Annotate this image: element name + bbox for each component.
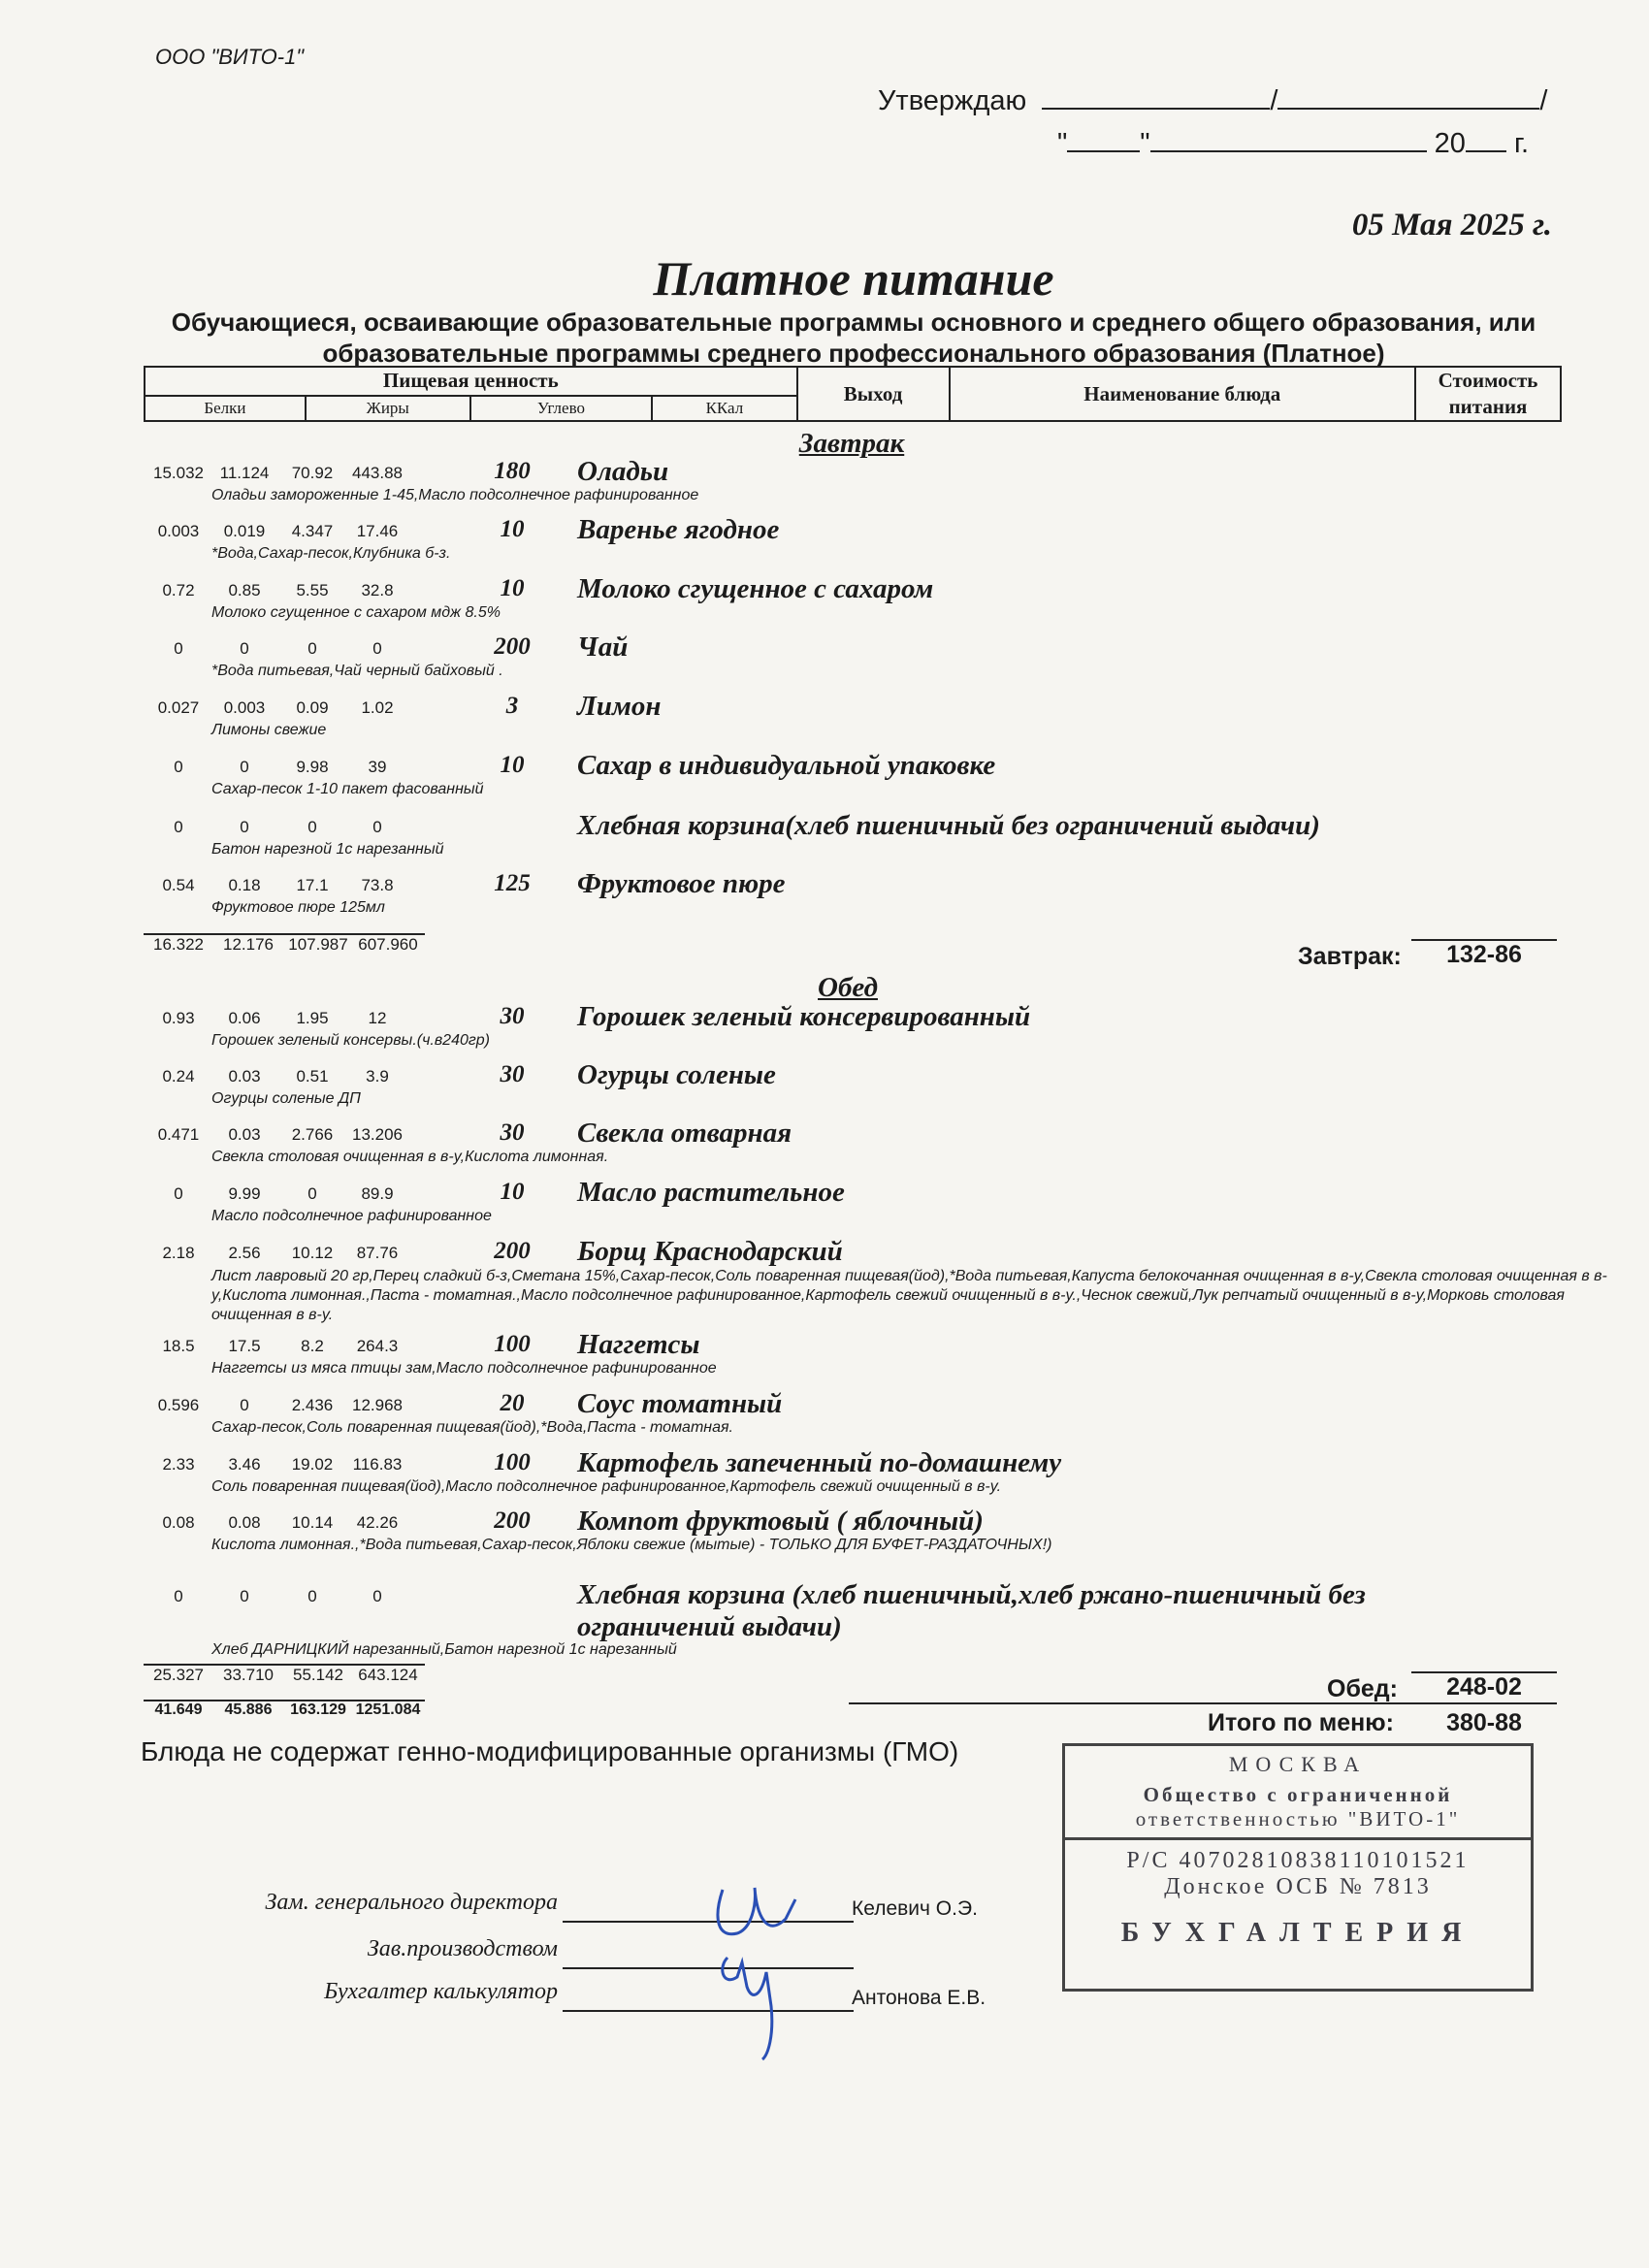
kcal-value: 12 <box>368 1009 387 1027</box>
header-carbs: Углево <box>470 396 653 421</box>
fat-value: 0 <box>240 639 249 658</box>
nutrition-values <box>144 1513 425 1535</box>
dish-ingredients: Горошек зеленый консервы.(ч.в240гр) <box>211 1032 490 1049</box>
output-value: 200 <box>494 1507 531 1534</box>
fat-value: 0.03 <box>228 1067 261 1085</box>
header-fat: Жиры <box>306 396 470 421</box>
protein-value: 0.596 <box>157 1396 200 1414</box>
protein-value: 0.24 <box>162 1067 195 1085</box>
output-value: 10 <box>500 575 525 601</box>
protein-value: 0 <box>174 818 183 836</box>
protein-value: 0.72 <box>162 581 195 599</box>
protein-value: 0.93 <box>162 1009 195 1027</box>
carbs-value: 70.92 <box>291 464 334 482</box>
accountant-name: Антонова Е.В. <box>852 1987 986 2009</box>
dish-name: Наггетсы <box>577 1329 700 1360</box>
output-value: 200 <box>494 1238 531 1264</box>
nutrition-values <box>144 818 425 839</box>
dish-ingredients: Сахар-песок 1-10 пакет фасованный <box>211 781 484 797</box>
total-kcal: 607.960 <box>358 935 418 954</box>
protein-value: 0.471 <box>157 1125 200 1144</box>
carbs-value: 8.2 <box>301 1337 324 1355</box>
dish-name: Картофель запеченный по-домашнему <box>577 1447 1062 1478</box>
kcal-value: 42.26 <box>356 1513 399 1532</box>
gmo-note: Блюда не содержат генно-модифицированные организмы (ГМО) <box>141 1736 959 1766</box>
header-nutrition: Пищевая ценность <box>145 367 797 396</box>
approve-label: Утверждаю <box>878 85 1027 116</box>
carbs-value: 2.436 <box>291 1396 334 1414</box>
nutrition-values <box>144 698 425 720</box>
header-output: Выход <box>797 367 950 421</box>
fat-value: 9.99 <box>228 1184 261 1203</box>
section-breakfast-title: Завтрак <box>798 428 905 459</box>
protein-value: 2.18 <box>162 1244 195 1262</box>
dish-ingredients: Лимоны свежие <box>211 722 327 738</box>
dish-ingredients: Кислота лимонная.,*Вода питьевая,Сахар-песок,Яблоки свежие (мытые) - ТОЛЬКО ДЛЯ БУФЕТ-РАЗДАТОЧНЫХ!) <box>211 1537 1052 1553</box>
stamp-city: МОСКВА <box>1228 1752 1368 1776</box>
carbs-value: 17.1 <box>296 876 329 894</box>
nutrition-values <box>144 464 425 485</box>
production-label: Зав.производством <box>367 1936 558 1961</box>
total-fat: 12.176 <box>223 935 274 954</box>
carbs-value: 0 <box>307 639 317 658</box>
output-value: 20 <box>500 1390 525 1416</box>
nutrition-values <box>144 1396 425 1417</box>
dish-name: Масло растительное <box>577 1177 845 1208</box>
stamp-bank: Донское ОСБ № 7813 <box>1164 1874 1432 1899</box>
carbs-value: 5.55 <box>296 581 329 599</box>
protein-value: 0.027 <box>157 698 200 717</box>
output-value: 30 <box>500 1003 525 1029</box>
total-carbs: 107.987 <box>288 935 348 954</box>
dish-ingredients: Свекла столовая очищенная в в-у,Кислота лимонная. <box>211 1149 609 1165</box>
kcal-value: 87.76 <box>356 1244 399 1262</box>
dish-ingredients: *Вода питьевая,Чай черный байховый . <box>211 663 503 679</box>
output-value: 100 <box>494 1449 531 1475</box>
dish-ingredients: *Вода,Сахар-песок,Клубника б-з. <box>211 545 451 562</box>
output-value: 200 <box>494 633 531 660</box>
nutrition-values <box>144 1125 425 1147</box>
company-stamp <box>1062 1743 1534 1992</box>
nutrition-values <box>144 876 425 897</box>
dish-ingredients: Соль поваренная пищевая(йод),Масло подсолнечное рафинированное,Картофель свежий очищенный в в-у. <box>211 1478 1002 1495</box>
kcal-value: 13.206 <box>352 1125 403 1144</box>
menu-date: 05 Мая 2025 г. <box>1351 208 1552 243</box>
carbs-value: 19.02 <box>291 1455 334 1474</box>
dish-ingredients: Оладьи замороженные 1-45,Масло подсолнечное рафинированное <box>211 487 699 503</box>
total-protein: 16.322 <box>153 935 204 954</box>
dish-name: Свекла отварная <box>577 1118 792 1149</box>
section-lunch-title: Обед <box>818 972 878 1003</box>
nutrition-values <box>144 1337 425 1358</box>
protein-value: 0.003 <box>157 522 200 540</box>
protein-value: 0 <box>174 639 183 658</box>
breakfast-sum-label: Завтрак: <box>1298 943 1402 970</box>
dish-ingredients: Лист лавровый 20 гр,Перец сладкий б-з,Сметана 15%,Сахар-песок,Соль поваренная пищевая(йод),*Вода питьевая,Капуста белокочанная очищенная в в-у,Свекла столовая очищенная в в-у,Кислота лимонная.,Паста - томатная.,Масло подсолнечное рафинированное,Картофель свежий очищенный в в-у.,Чеснок свежий,Лук репчатый очищенный в в-у,Морковь столовая очищенная в в-у. <box>211 1268 1607 1323</box>
dish-ingredients: Молоко сгущенное с сахаром мдж 8.5% <box>211 604 501 621</box>
output-value: 10 <box>500 516 525 542</box>
kcal-value: 3.9 <box>366 1067 389 1085</box>
fat-value: 0.18 <box>228 876 261 894</box>
protein-value: 0.54 <box>162 876 195 894</box>
approve-year-prefix: 20 <box>1434 128 1466 159</box>
organization-name: ООО "ВИТО-1" <box>155 45 305 69</box>
dish-name: Соус томатный <box>577 1388 783 1419</box>
handwritten-signature <box>698 1861 815 2074</box>
fat-value: 0.06 <box>228 1009 261 1027</box>
protein-value: 0 <box>174 758 183 776</box>
kcal-value: 1.02 <box>361 698 394 717</box>
dish-name: Горошек зеленый консервированный <box>577 1001 1031 1032</box>
nutrition-values <box>144 1184 425 1206</box>
dish-ingredients: Сахар-песок,Соль поваренная пищевая(йод),*Вода,Паста - томатная. <box>211 1419 733 1436</box>
dish-name: Лимон <box>577 691 662 722</box>
fat-value: 0 <box>240 758 249 776</box>
carbs-value: 0 <box>307 1587 317 1605</box>
header-cost: Стоимость питания <box>1415 367 1561 421</box>
nutrition-values <box>144 1587 425 1608</box>
carbs-value: 0.51 <box>296 1067 329 1085</box>
nutrition-values <box>144 581 425 602</box>
menu-total-label: Итого по меню: <box>1208 1709 1394 1736</box>
kcal-value: 89.9 <box>361 1184 394 1203</box>
carbs-value: 0 <box>307 818 317 836</box>
approve-date-line: " " 20 г. <box>1057 128 1530 159</box>
stamp-line1: Общество с ограниченной <box>1143 1783 1453 1806</box>
header-protein: Белки <box>145 396 306 421</box>
nutrition-values <box>144 758 425 779</box>
grand-carbs: 163.129 <box>290 1701 346 1718</box>
dish-ingredients: Наггетсы из мяса птицы зам,Масло подсолнечное рафинированное <box>211 1360 717 1377</box>
protein-value: 15.032 <box>153 464 204 482</box>
grand-totals <box>144 1700 425 1719</box>
nutrition-values <box>144 522 425 543</box>
dish-ingredients: Батон нарезной 1с нарезанный <box>211 841 444 858</box>
breakfast-totals <box>144 933 425 955</box>
deputy-name: Келевич О.Э. <box>852 1897 978 1920</box>
kcal-value: 39 <box>368 758 387 776</box>
carbs-value: 9.98 <box>296 758 329 776</box>
carbs-value: 0.09 <box>296 698 329 717</box>
kcal-value: 17.46 <box>356 522 399 540</box>
output-value: 180 <box>494 458 531 484</box>
header-dish-name: Наименование блюда <box>950 367 1415 421</box>
stamp-account: Р/С 40702810838110101521 <box>1126 1848 1470 1873</box>
dish-name: Хлебная корзина (хлеб пшеничный,хлеб ржано-пшеничный без ограничений выдачи) <box>577 1579 1366 1642</box>
protein-value: 0.08 <box>162 1513 195 1532</box>
output-value: 30 <box>500 1061 525 1087</box>
lunch-sum-value: 248-02 <box>1411 1671 1557 1701</box>
table-header <box>144 366 1562 422</box>
fat-value: 17.5 <box>228 1337 261 1355</box>
output-value: 30 <box>500 1119 525 1146</box>
dish-name: Чай <box>577 632 629 663</box>
fat-value: 3.46 <box>228 1455 261 1474</box>
kcal-value: 443.88 <box>352 464 403 482</box>
fat-value: 0.85 <box>228 581 261 599</box>
stamp-dept: БУХГАЛТЕРИЯ <box>1120 1918 1475 1948</box>
kcal-value: 0 <box>372 1587 382 1605</box>
dish-ingredients: Масло подсолнечное рафинированное <box>211 1208 492 1224</box>
breakfast-sum-value: 132-86 <box>1411 939 1557 969</box>
carbs-value: 10.14 <box>291 1513 334 1532</box>
dish-ingredients: Огурцы соленые ДП <box>211 1090 361 1107</box>
summary-divider <box>849 1702 1557 1704</box>
dish-name: Компот фруктовый ( яблочный) <box>577 1506 984 1537</box>
header-kcal: ККал <box>652 396 796 421</box>
dish-name: Варенье ягодное <box>577 514 780 545</box>
dish-name: Борщ Краснодарский <box>577 1236 843 1267</box>
fat-value: 0 <box>240 1587 249 1605</box>
output-value: 3 <box>505 693 519 719</box>
dish-ingredients: Хлеб ДАРНИЦКИЙ нарезанный,Батон нарезной 1с нарезанный <box>211 1641 677 1658</box>
kcal-value: 12.968 <box>352 1396 403 1414</box>
fat-value: 11.124 <box>219 464 270 482</box>
carbs-value: 4.347 <box>291 522 334 540</box>
lunch-sum-label: Обед: <box>1327 1675 1398 1702</box>
dish-name: Молоко сгущенное с сахаром <box>577 573 934 604</box>
dish-name: Оладьи <box>577 456 669 487</box>
fat-value: 0.019 <box>223 522 266 540</box>
grand-protein: 41.649 <box>154 1701 203 1718</box>
kcal-value: 0 <box>372 639 382 658</box>
fat-value: 0 <box>240 818 249 836</box>
fat-value: 0 <box>240 1396 249 1414</box>
kcal-value: 32.8 <box>361 581 394 599</box>
dish-name: Фруктовое пюре <box>577 868 786 899</box>
carbs-value: 1.95 <box>296 1009 329 1027</box>
total-kcal: 643.124 <box>358 1666 418 1684</box>
grand-kcal: 1251.084 <box>355 1701 421 1718</box>
dish-name: Сахар в индивидуальной упаковке <box>577 750 996 781</box>
protein-value: 18.5 <box>162 1337 195 1355</box>
nutrition-values <box>144 1455 425 1476</box>
protein-value: 0 <box>174 1587 183 1605</box>
accountant-label: Бухгалтер калькулятор <box>324 1979 558 2004</box>
kcal-value: 0 <box>372 818 382 836</box>
approve-line: Утверждаю / / <box>878 85 1548 116</box>
fat-value: 0.003 <box>223 698 266 717</box>
dish-name: Огурцы соленые <box>577 1059 776 1090</box>
nutrition-values <box>144 1067 425 1088</box>
deputy-label: Зам. генерального директора <box>265 1890 558 1915</box>
dish-name: Хлебная корзина(хлеб пшеничный без ограничений выдачи) <box>577 810 1320 841</box>
fat-value: 0.08 <box>228 1513 261 1532</box>
nutrition-values <box>144 1009 425 1030</box>
kcal-value: 73.8 <box>361 876 394 894</box>
total-fat: 33.710 <box>223 1666 274 1684</box>
kcal-value: 116.83 <box>352 1455 403 1474</box>
carbs-value: 0 <box>307 1184 317 1203</box>
protein-value: 2.33 <box>162 1455 195 1474</box>
stamp-line2: ответственностью "ВИТО-1" <box>1065 1807 1531 1840</box>
output-value: 125 <box>494 870 531 896</box>
output-value: 10 <box>500 1179 525 1205</box>
total-protein: 25.327 <box>153 1666 204 1684</box>
approve-year-suffix: г. <box>1513 128 1530 159</box>
fat-value: 2.56 <box>228 1244 261 1262</box>
lunch-totals <box>144 1664 425 1685</box>
output-value: 10 <box>500 752 525 778</box>
page-title: Платное питание <box>653 251 1054 306</box>
nutrition-values <box>144 1244 425 1265</box>
carbs-value: 2.766 <box>291 1125 334 1144</box>
grand-fat: 45.886 <box>224 1701 273 1718</box>
dish-ingredients: Фруктовое пюре 125мл <box>211 899 385 916</box>
output-value: 100 <box>494 1331 531 1357</box>
menu-total-value: 380-88 <box>1446 1709 1522 1736</box>
total-carbs: 55.142 <box>293 1666 343 1684</box>
kcal-value: 264.3 <box>356 1337 399 1355</box>
protein-value: 0 <box>174 1184 183 1203</box>
carbs-value: 10.12 <box>291 1244 334 1262</box>
fat-value: 0.03 <box>228 1125 261 1144</box>
nutrition-values <box>144 639 425 661</box>
page-subtitle: Обучающиеся, осваивающие образовательные программы основного и среднего общего образования, или образовательные программы среднего профессионального образования (Платное) <box>171 308 1536 368</box>
